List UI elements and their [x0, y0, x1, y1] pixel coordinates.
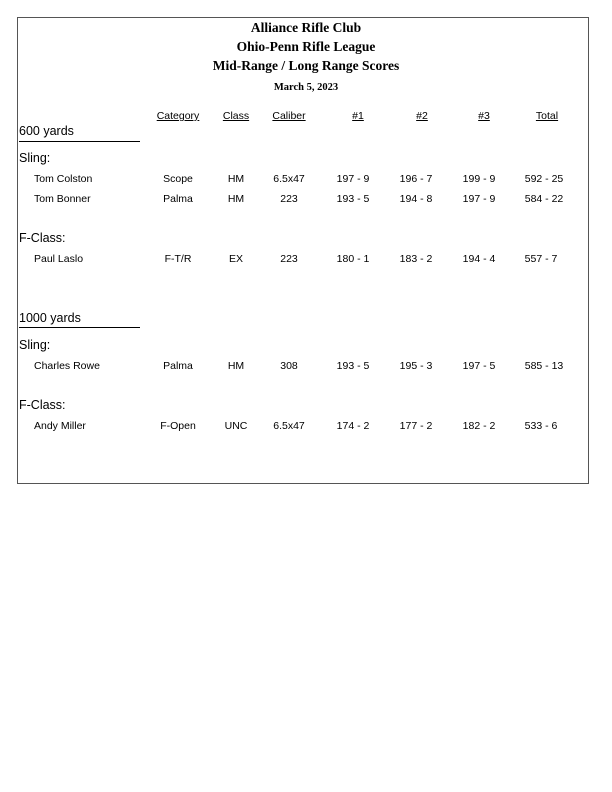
- col-score-3: #3: [478, 110, 490, 122]
- score-2-cell: 196 - 7: [399, 173, 433, 185]
- class-cell: HM: [227, 360, 245, 372]
- category-cell: F-T/R: [164, 253, 192, 265]
- shooter-name: Paul Laslo: [34, 253, 84, 265]
- category-cell: Palma: [163, 193, 193, 205]
- section-rule: [19, 141, 140, 142]
- class-cell: UNC: [224, 420, 248, 432]
- caliber-cell: 223: [280, 253, 298, 265]
- col-class: Class: [222, 110, 250, 122]
- score-2-cell: 177 - 2: [399, 420, 433, 432]
- score-1-cell: 197 - 9: [336, 173, 370, 185]
- score-1-cell: 193 - 5: [336, 193, 370, 205]
- total-cell: 533 - 6: [524, 420, 558, 432]
- score-3-cell: 199 - 9: [462, 173, 496, 185]
- score-3-cell: 197 - 5: [462, 360, 496, 372]
- group-title: Sling:: [19, 151, 51, 165]
- category-cell: Scope: [163, 173, 193, 185]
- col-total: Total: [535, 110, 559, 122]
- score-1-cell: 174 - 2: [336, 420, 370, 432]
- league-title: Ohio-Penn Rifle League: [236, 39, 376, 54]
- class-cell: HM: [227, 193, 245, 205]
- category-cell: Palma: [163, 360, 193, 372]
- score-3-cell: 194 - 4: [462, 253, 496, 265]
- col-category: Category: [156, 110, 200, 122]
- total-cell: 584 - 22: [524, 193, 564, 205]
- total-cell: 592 - 25: [524, 173, 564, 185]
- class-cell: HM: [227, 173, 245, 185]
- shooter-name: Tom Colston: [34, 173, 93, 185]
- event-title: Mid-Range / Long Range Scores: [212, 58, 400, 73]
- col-score-2: #2: [416, 110, 428, 122]
- club-title: Alliance Rifle Club: [250, 20, 362, 35]
- score-1-cell: 193 - 5: [336, 360, 370, 372]
- caliber-cell: 223: [280, 193, 298, 205]
- score-2-cell: 183 - 2: [399, 253, 433, 265]
- event-date: March 5, 2023: [273, 82, 339, 93]
- score-2-cell: 195 - 3: [399, 360, 433, 372]
- class-cell: EX: [228, 253, 244, 265]
- caliber-cell: 308: [280, 360, 298, 372]
- shooter-name: Tom Bonner: [34, 193, 91, 205]
- section-title-600: 600 yards: [19, 124, 74, 138]
- total-cell: 557 - 7: [524, 253, 558, 265]
- section-rule: [19, 327, 140, 328]
- score-1-cell: 180 - 1: [336, 253, 370, 265]
- group-title: F-Class:: [19, 398, 66, 412]
- group-title: Sling:: [19, 338, 51, 352]
- col-score-1: #1: [352, 110, 364, 122]
- col-caliber: Caliber: [272, 110, 306, 122]
- caliber-cell: 6.5x47: [273, 173, 305, 185]
- score-3-cell: 197 - 9: [462, 193, 496, 205]
- score-3-cell: 182 - 2: [462, 420, 496, 432]
- score-2-cell: 194 - 8: [399, 193, 433, 205]
- caliber-cell: 6.5x47: [273, 420, 305, 432]
- shooter-name: Charles Rowe: [34, 360, 100, 372]
- group-title: F-Class:: [19, 231, 66, 245]
- shooter-name: Andy Miller: [34, 420, 86, 432]
- total-cell: 585 - 13: [524, 360, 564, 372]
- section-title-1000: 1000 yards: [19, 311, 81, 325]
- category-cell: F-Open: [160, 420, 196, 432]
